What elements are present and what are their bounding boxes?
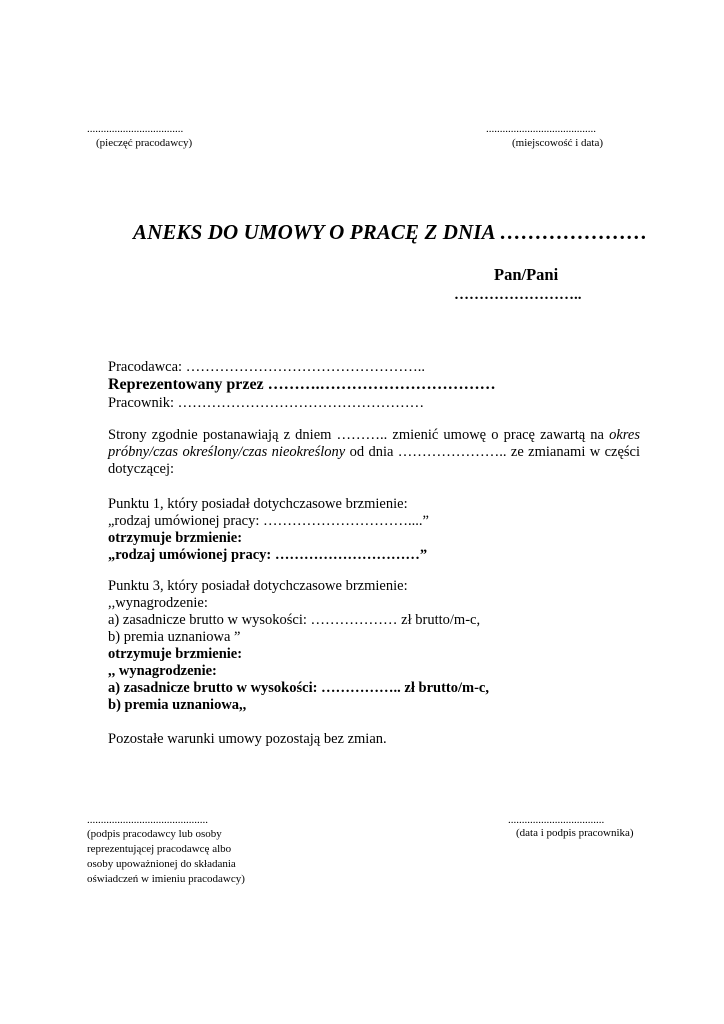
place-date-dots: ........................................ — [486, 123, 596, 135]
place-date-label: (miejscowość i data) — [512, 137, 604, 149]
addressee-label: Pan/Pani — [494, 265, 559, 284]
employer-stamp-dots: ................................... — [87, 123, 184, 135]
contract-type-options: okres próbny/czas określony/czas nieokreślony — [108, 427, 640, 460]
point3-new-heading: ,, wynagrodzenie: — [108, 663, 217, 679]
point1-section — [108, 496, 640, 564]
point3-old-item-b: b) premia uznaniowa ” — [108, 629, 241, 645]
point1-new-wording: „rodzaj umówionej pracy: …………………………” — [108, 547, 428, 563]
employer-signature-label-line: reprezentującej pracodawcę albo — [87, 843, 232, 855]
employer-line: Pracodawca: ………………………………………….. — [108, 359, 425, 375]
employee-signature-label: (data i podpis pracownika) — [516, 827, 634, 839]
point3-old-item-a: a) zasadnicze brutto w wysokości: ……………… zł brutto/m-c, — [108, 612, 481, 628]
agreement-text-part1: Strony zgodnie postanawiają z dniem ……….. zmienić umowę o pracę zawartą na — [108, 427, 610, 443]
point3-intro: Punktu 3, który posiadał dotychczasowe brzmienie: — [108, 578, 408, 594]
closing-statement: Pozostałe warunki umowy pozostają bez zmian. — [108, 731, 387, 747]
point3-section — [108, 578, 640, 714]
point3-new-item-a: a) zasadnicze brutto w wysokości: …………….. zł brutto/m-c, — [108, 680, 489, 696]
employee-line: Pracownik: …………………………………………… — [108, 395, 425, 411]
addressee-dots: …………………….. — [454, 287, 582, 303]
point3-new-item-b: b) premia uznaniowa,, — [108, 697, 247, 713]
point1-intro: Punktu 1, który posiadał dotychczasowe brzmienie: — [108, 496, 408, 512]
employer-signature-label — [87, 827, 245, 887]
employer-signature-label-line: oświadczeń w imieniu pracodawcy) — [87, 873, 245, 885]
employer-signature-label-line: (podpis pracodawcy lub osoby — [87, 828, 222, 840]
employer-stamp-label: (pieczęć pracodawcy) — [96, 137, 193, 149]
document-title: ANEKS DO UMOWY O PRACĘ Z DNIA ………………… — [133, 220, 648, 244]
employee-signature-dots: ................................... — [508, 814, 605, 826]
agreement-text-part2: od dnia ………………….. ze zmianami w części dotyczącej: — [108, 444, 640, 477]
employer-signature-dots: ............................................ — [87, 814, 208, 826]
point3-receives-label: otrzymuje brzmienie: — [108, 646, 243, 662]
point3-old-heading: ,,wynagrodzenie: — [108, 595, 208, 611]
agreement-paragraph — [108, 427, 640, 478]
employer-signature-label-line: osoby upoważnionej do składania — [87, 858, 236, 870]
point1-old-wording: „rodzaj umówionej pracy: …………………………....” — [108, 513, 429, 529]
represented-by-line: Reprezentowany przez ……….…………………………… — [108, 376, 496, 393]
point1-receives-label: otrzymuje brzmienie: — [108, 530, 243, 546]
